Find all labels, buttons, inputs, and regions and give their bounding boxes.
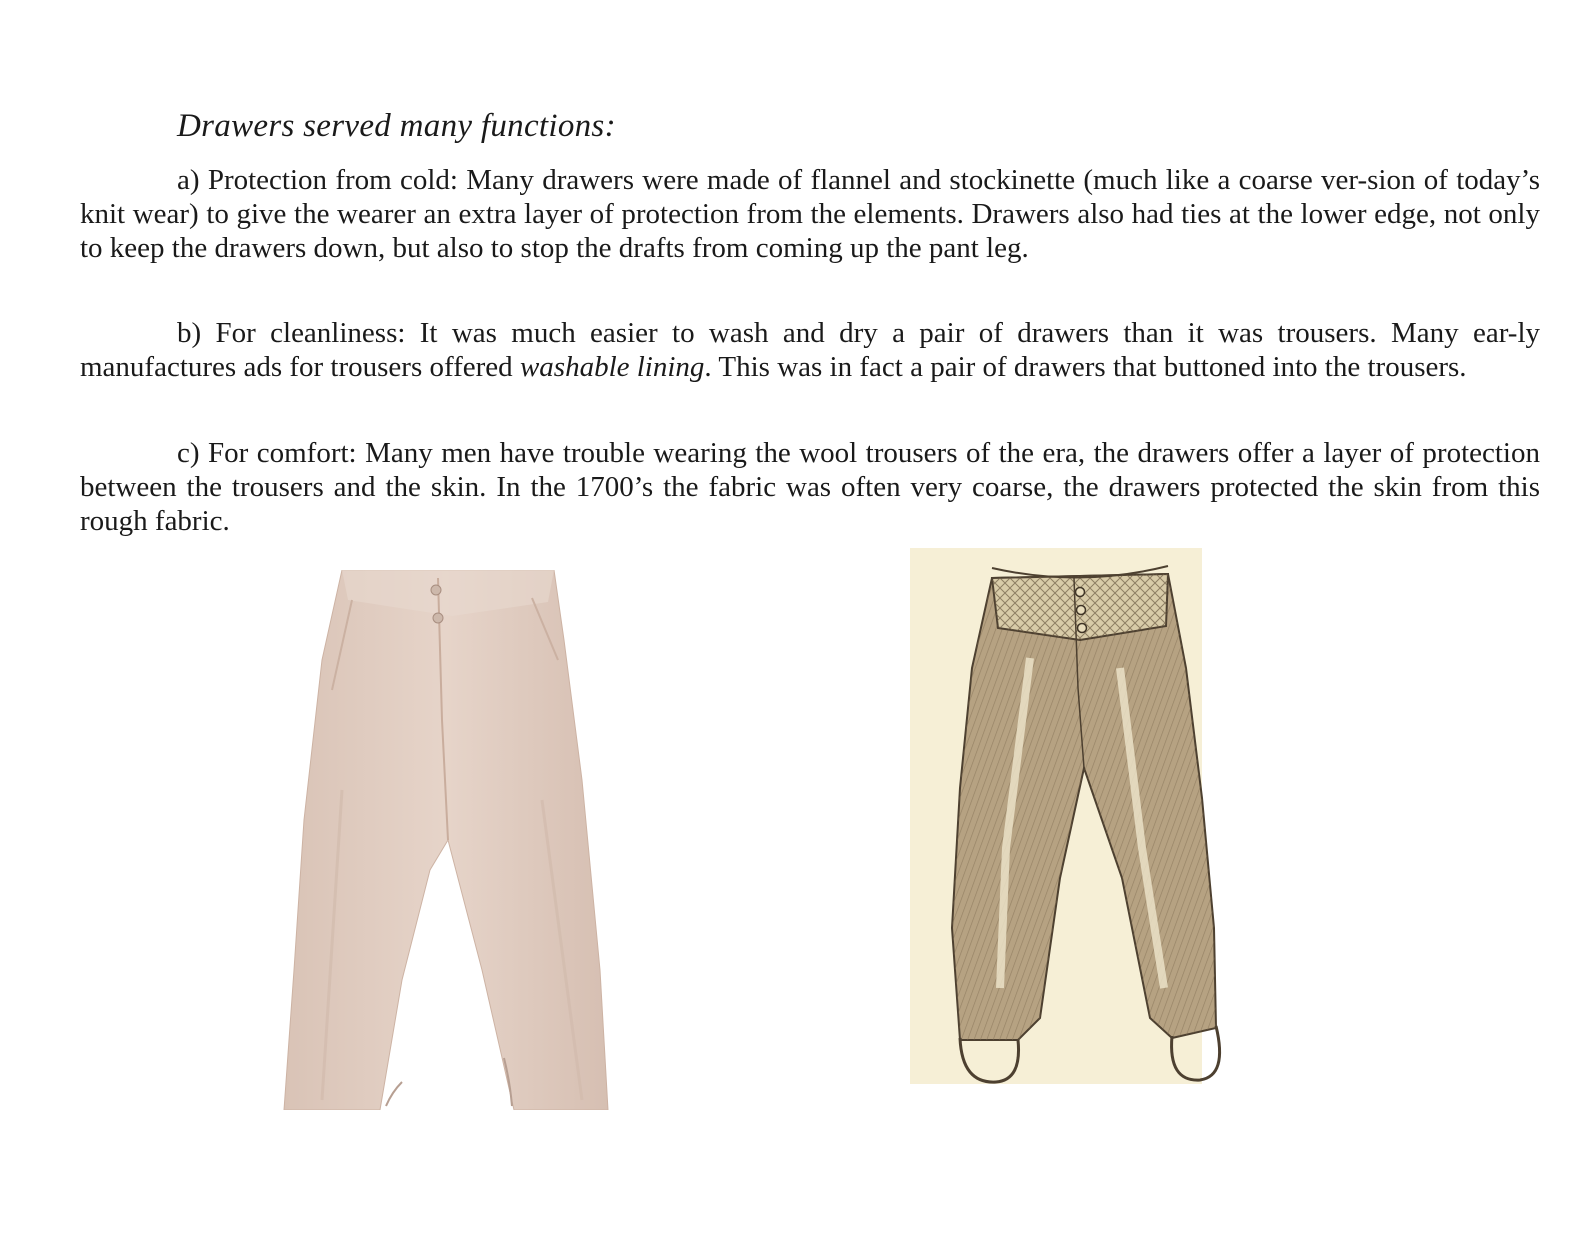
paragraph-a-text: a) Protection from cold: Many drawers were made of flannel and stockinette (much like a coarse ver-sion of today’s knit wear) to give the wearer an extra layer of protection from the elements. Drawers also had ties at the lower edge, not only to keep the drawers down, but also to stop the drafts from coming up the pant leg. [80, 164, 1540, 264]
drawers-photo-illustration [282, 570, 612, 1110]
drawers-photo [282, 570, 612, 1110]
paragraph-comfort [80, 436, 1540, 538]
paragraph-b-text-before: b) For cleanliness: It was much easier to wash and dry a pair of drawers than it was trousers. Many ear-ly manufactures ads for trousers offered [80, 317, 1540, 383]
paragraph-protection-from-cold [80, 163, 1540, 265]
paragraph-b-emphasis: washable lining [519, 351, 705, 383]
paragraph-cleanliness [80, 316, 1540, 384]
page-heading: Drawers served many functions: [177, 108, 616, 144]
drawers-engraving [910, 548, 1240, 1088]
paragraph-c-text: c) For comfort: Many men have trouble wearing the wool trousers of the era, the drawers offer a layer of protection between the trousers and the skin. In the 1700’s the fabric was often very coarse, the drawers protected the skin from this rough fabric. [80, 437, 1540, 537]
paragraph-b-text-after: . This was in fact a pair of drawers that buttoned into the trousers. [704, 351, 1467, 383]
drawers-engraving-illustration [910, 548, 1240, 1088]
